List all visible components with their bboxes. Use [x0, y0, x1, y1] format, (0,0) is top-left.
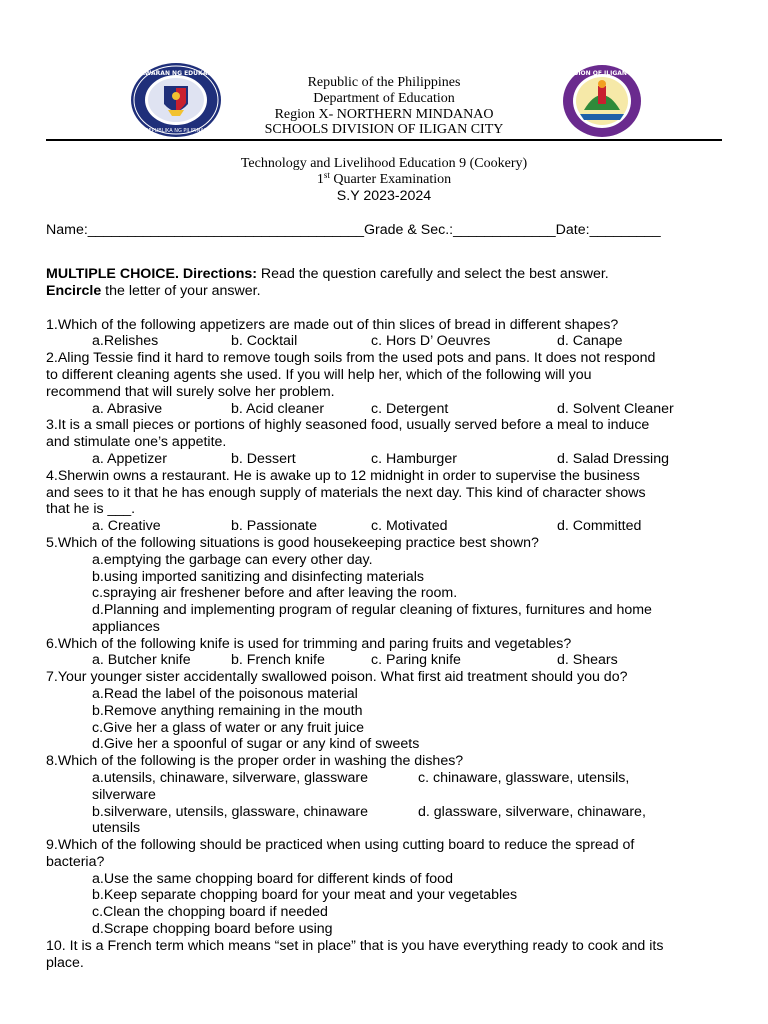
question-5: 5.Which of the following situations is good housekeeping practice best shown?: [46, 535, 539, 551]
q3-choice-c: c. Hamburger: [371, 451, 457, 467]
q5-choice-a: a.emptying the garbage can every other day.: [92, 552, 373, 568]
exam-subject: Technology and Livelihood Education 9 (Cookery): [240, 156, 528, 171]
header-divider: [46, 139, 722, 141]
q8-choice-d: d. glassware, silverware, chinaware,: [418, 804, 646, 820]
question-9-line-2: bacteria?: [46, 854, 105, 870]
exam-school-year: S.Y 2023-2024: [336, 188, 432, 204]
student-info-line: [46, 222, 661, 238]
header-department: Department of Education: [313, 91, 455, 106]
question-1: 1.Which of the following appetizers are made out of thin slices of bread in different shapes?: [46, 317, 619, 333]
q1-choice-d: d. Canape: [557, 333, 623, 349]
q4-choice-d: d. Committed: [557, 518, 642, 534]
q2-choice-d: d. Solvent Cleaner: [557, 401, 674, 417]
q5-choice-d-line-1: d.Planning and implementing program of regular cleaning of fixtures, furnitures and home: [92, 602, 652, 618]
q6-choice-a: a. Butcher knife: [92, 652, 191, 668]
header-region: Region X- NORTHERN MINDANAO: [274, 107, 494, 122]
q7-choice-d: d.Give her a spoonful of sugar or any kind of sweets: [92, 736, 420, 752]
q7-choice-b: b.Remove anything remaining in the mouth: [92, 703, 363, 719]
q8-choice-d-wrap: utensils: [92, 820, 141, 836]
q6-choice-b: b. French knife: [231, 652, 325, 668]
q6-choice-d: d. Shears: [557, 652, 618, 668]
date-label: Date:: [555, 222, 590, 238]
question-4-line-2: and sees to it that he has enough supply of materials the next day. This kind of character shows: [46, 485, 646, 501]
q2-choice-b: b. Acid cleaner: [231, 401, 325, 417]
svg-text:KAGAWARAN NG EDUKASYON: KAGAWARAN NG EDUKASYON: [130, 70, 222, 77]
grade-blank: _____________: [453, 222, 556, 238]
q1-choice-a: a.Relishes: [92, 333, 159, 349]
name-label: Name:: [46, 222, 88, 238]
question-10-line-1: 10. It is a French term which means “set in place” that is you have everything ready to cook and its: [46, 938, 664, 954]
question-2-line-2: to different cleaning agents she used. If you will help her, which of the following will you: [46, 367, 592, 383]
q8-choice-c: c. chinaware, glassware, utensils,: [418, 770, 630, 786]
q2-choice-a: a. Abrasive: [92, 401, 163, 417]
q4-choice-a: a. Creative: [92, 518, 161, 534]
q1-choice-b: b. Cocktail: [231, 333, 298, 349]
q9-choice-b: b.Keep separate chopping board for your meat and your vegetables: [92, 887, 518, 903]
q3-choice-b: b. Dessert: [231, 451, 296, 467]
q9-choice-c: c.Clean the chopping board if needed: [92, 904, 328, 920]
q6-choice-c: c. Paring knife: [371, 652, 461, 668]
q4-choice-b: b. Passionate: [231, 518, 317, 534]
directions-line-2: Encircle the letter of your answer.: [46, 283, 261, 299]
q4-choice-c: c. Motivated: [371, 518, 448, 534]
q2-choice-c: c. Detergent: [371, 401, 449, 417]
q5-choice-c: c.spraying air freshener before and after leaving the room.: [92, 585, 458, 601]
question-2-line-3: recommend that will surely solve her problem.: [46, 384, 335, 400]
header-division: SCHOOLS DIVISION OF ILIGAN CITY: [264, 122, 504, 137]
q3-choice-a: a. Appetizer: [92, 451, 167, 467]
question-7: 7.Your younger sister accidentally swallowed poison. What first aid treatment should you do?: [46, 669, 628, 685]
q3-choice-d: d. Salad Dressing: [557, 451, 669, 467]
question-4-line-1: 4.Sherwin owns a restaurant. He is awake up to 12 midnight in order to supervise the business: [46, 468, 640, 484]
question-10-line-2: place.: [46, 955, 84, 971]
q5-choice-b: b.using imported sanitizing and disinfecting materials: [92, 569, 425, 585]
question-2-line-1: 2.Aling Tessie find it hard to remove tough soils from the used pots and pans. It does not respond: [46, 350, 656, 366]
grade-label: Grade & Sec.:: [363, 222, 454, 238]
question-9-line-1: 9.Which of the following should be practiced when using cutting board to reduce the spread of: [46, 837, 635, 853]
exam-quarter: 1st Quarter Examination: [316, 170, 452, 187]
question-3-line-1: 3.It is a small pieces or portions of highly seasoned food, usually served before a meal to induce: [46, 417, 650, 433]
q8-choice-c-wrap: silverware: [92, 787, 156, 803]
question-3-line-2: and stimulate one’s appetite.: [46, 434, 227, 450]
q9-choice-d: d.Scrape chopping board before using: [92, 921, 333, 937]
q7-choice-c: c.Give her a glass of water or any fruit juice: [92, 720, 365, 736]
svg-text:DIVISION OF ILIGAN CITY: DIVISION OF ILIGAN CITY: [562, 70, 642, 77]
directions-line-1: MULTIPLE CHOICE. Directions: Read the question carefully and select the best answer.: [46, 266, 609, 282]
date-blank: _________: [589, 222, 661, 238]
q9-choice-a: a.Use the same chopping board for different kinds of food: [92, 871, 453, 887]
header-republic: Republic of the Philippines: [307, 75, 461, 90]
question-8: 8.Which of the following is the proper order in washing the dishes?: [46, 753, 464, 769]
question-6: 6.Which of the following knife is used for trimming and paring fruits and vegetables?: [46, 636, 572, 652]
q8-choice-a: a.utensils, chinaware, silverware, glassware: [92, 770, 368, 786]
svg-text:REPUBLIKA NG PILIPINAS: REPUBLIKA NG PILIPINAS: [145, 128, 207, 134]
q7-choice-a: a.Read the label of the poisonous material: [92, 686, 358, 702]
q1-choice-c: c. Hors D’ Oeuvres: [371, 333, 491, 349]
q5-choice-d-line-2: appliances: [92, 619, 160, 635]
question-4-line-3: that he is ___.: [46, 501, 136, 517]
name-blank: ___________________________________: [87, 222, 364, 238]
q8-choice-b: b.silverware, utensils, glassware, chinaware: [92, 804, 368, 820]
